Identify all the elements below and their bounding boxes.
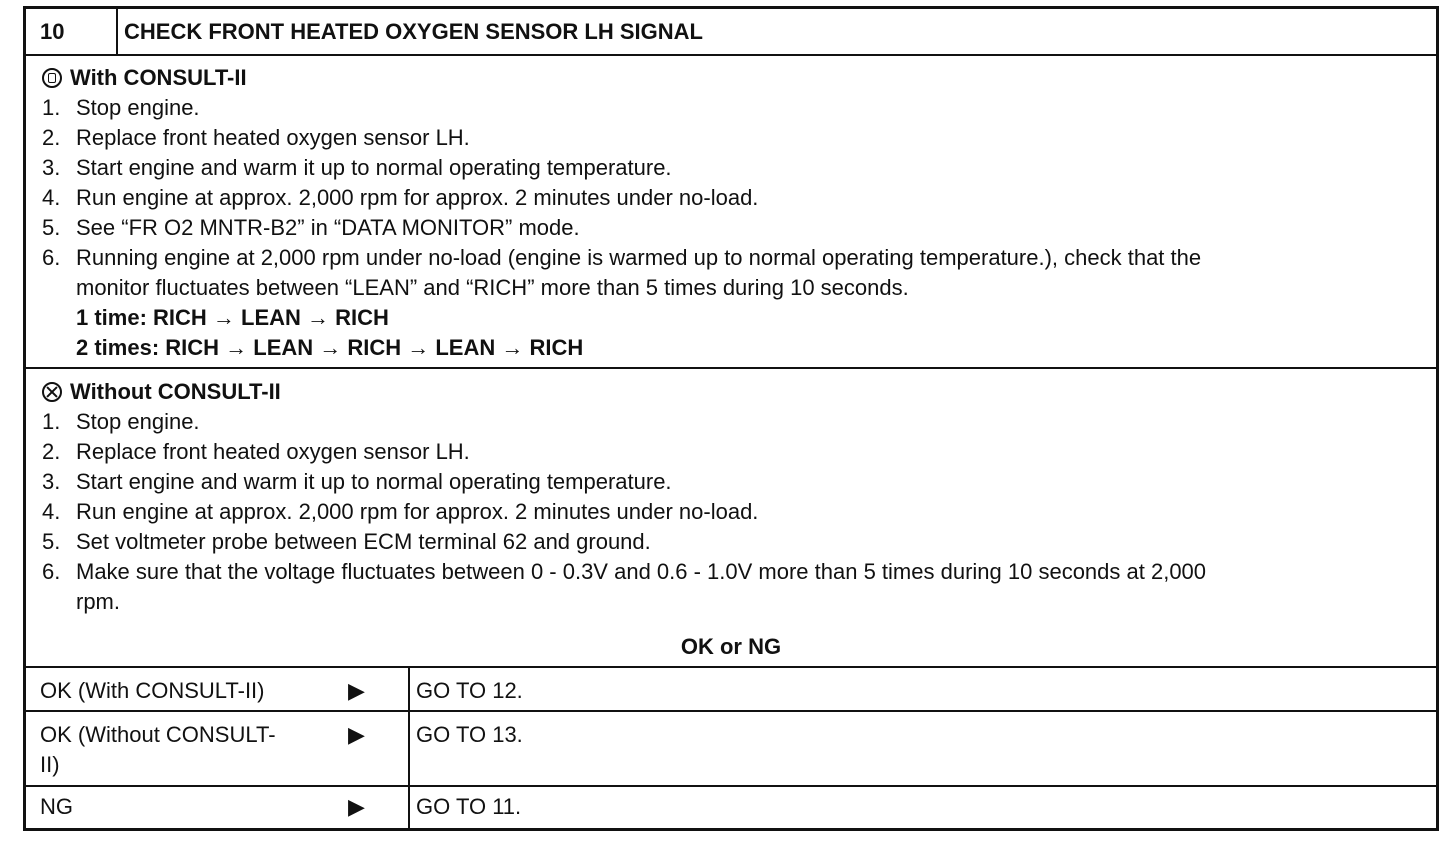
step-num: 6. [42, 559, 61, 584]
step-text: Run engine at approx. 2,000 rpm for approx. 2 minutes under no-load. [76, 185, 759, 210]
step-title: CHECK FRONT HEATED OXYGEN SENSOR LH SIGNAL [124, 19, 703, 44]
list-item [42, 123, 470, 153]
result-condition: OK (With CONSULT-II) [40, 678, 265, 703]
step-6-continuation: monitor fluctuates between “LEAN” and “RICH” more than 5 times during 10 seconds. [76, 275, 909, 300]
step-num: 1. [42, 95, 61, 120]
procedure-table [23, 6, 1439, 831]
step-num: 2. [42, 439, 61, 464]
ok-or-ng-heading: OK or NG [680, 634, 782, 659]
result-condition: OK (Without CONSULT- [40, 722, 276, 747]
with-consult-heading-text: With CONSULT-II [70, 65, 247, 90]
arrow-right-icon: ▶ [348, 794, 365, 819]
step-text: Run engine at approx. 2,000 rpm for approx. 2 minutes under no-load. [76, 499, 759, 524]
arrow-right-icon: ▶ [348, 678, 365, 703]
row-separator [26, 710, 1436, 712]
step-number: 10 [40, 19, 65, 44]
list-item [42, 407, 200, 437]
without-consult-heading [42, 377, 281, 407]
arrow-right-icon: ▶ [348, 722, 365, 747]
result-condition-continuation: II) [40, 752, 60, 777]
step-text: Stop engine. [76, 409, 200, 434]
step-text: Replace front heated oxygen sensor LH. [76, 125, 470, 150]
step-text: See “FR O2 MNTR-B2” in “DATA MONITOR” mode. [76, 215, 580, 240]
multimeter-icon [42, 382, 62, 402]
row-separator [26, 785, 1436, 787]
step-text: Set voltmeter probe between ECM terminal 62 and ground. [76, 529, 651, 554]
step-num: 2. [42, 125, 61, 150]
step-text: Stop engine. [76, 95, 200, 120]
list-item [42, 243, 1201, 273]
step-num: 5. [42, 529, 61, 554]
step-text: Make sure that the voltage fluctuates between 0 - 0.3V and 0.6 - 1.0V more than 5 times during 10 seconds at 2,000 [76, 559, 1207, 584]
step-text: Start engine and warm it up to normal operating temperature. [76, 155, 672, 180]
list-item [42, 557, 1206, 587]
step-num: 6. [42, 245, 61, 270]
list-item [42, 153, 672, 183]
result-action: GO TO 13. [416, 722, 523, 747]
results-divider [408, 666, 410, 831]
step-num: 4. [42, 499, 61, 524]
result-action: GO TO 11. [416, 794, 522, 819]
step-num: 4. [42, 185, 61, 210]
list-item [42, 497, 758, 527]
step-text: Start engine and warm it up to normal operating temperature. [76, 469, 672, 494]
step-num: 1. [42, 409, 61, 434]
with-consult-heading [42, 63, 247, 93]
list-item [42, 183, 758, 213]
section-separator [26, 367, 1436, 369]
results-separator [26, 666, 1436, 668]
without-consult-heading-text: Without CONSULT-II [70, 379, 281, 404]
list-item [42, 467, 672, 497]
step-text: Running engine at 2,000 rpm under no-load (engine is warmed up to normal operating temperature.), check that the [76, 245, 1202, 270]
result-condition: NG [40, 794, 73, 819]
rich-lean-note-1: 1 time: RICH → LEAN → RICH [76, 305, 389, 330]
step-num: 3. [42, 469, 61, 494]
list-item [42, 437, 470, 467]
step-text: Replace front heated oxygen sensor LH. [76, 439, 470, 464]
step-num: 5. [42, 215, 61, 240]
header-separator [26, 54, 1436, 56]
consult-icon [42, 68, 62, 88]
rich-lean-note-2: 2 times: RICH → LEAN → RICH → LEAN → RICH [76, 335, 584, 360]
list-item [42, 213, 580, 243]
list-item [42, 527, 651, 557]
list-item [42, 93, 200, 123]
header-divider [116, 9, 118, 54]
step-6-continuation: rpm. [76, 589, 120, 614]
result-action: GO TO 12. [416, 678, 523, 703]
step-num: 3. [42, 155, 61, 180]
